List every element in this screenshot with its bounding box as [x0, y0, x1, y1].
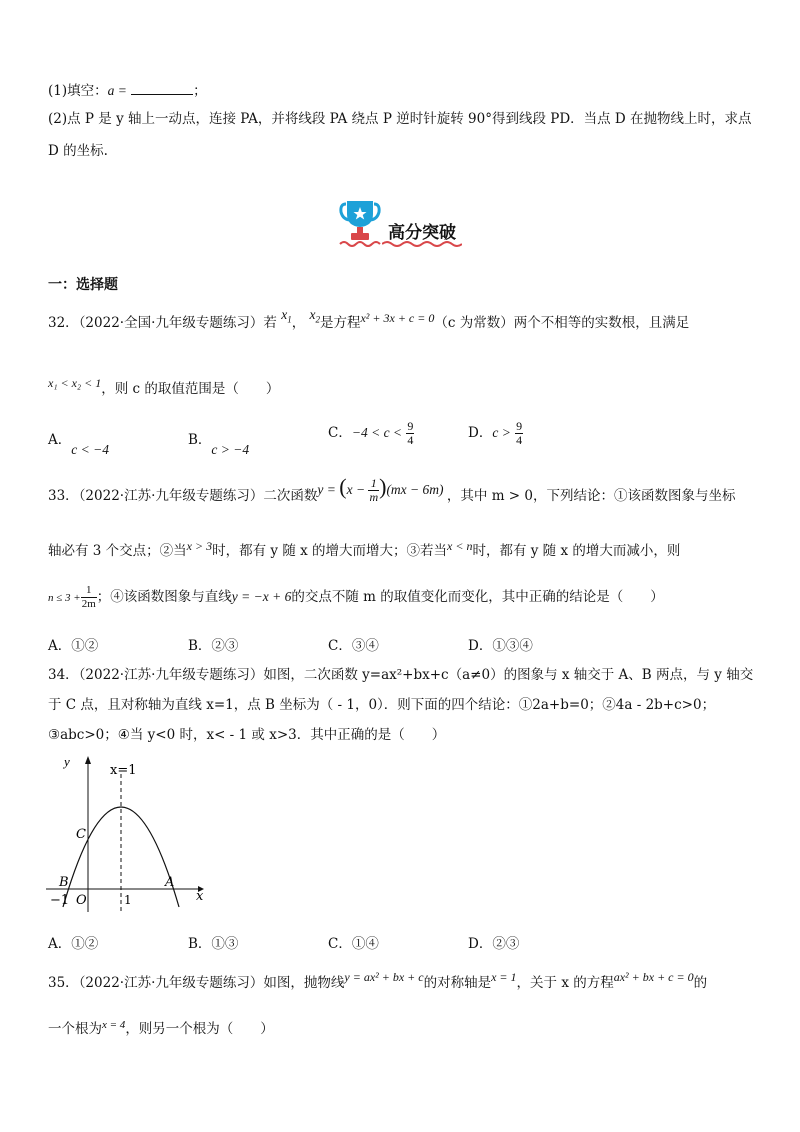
q33-func-paren: x − — [346, 482, 366, 497]
part2-line1: (2)点 P 是 y 轴上一动点，连接 PA，并将线段 PA 绕点 P 逆时针旋转 90°得到线段 PD．当点 D 在抛物线上时，求点 — [48, 111, 752, 127]
q33-option-a[interactable]: A．①② — [48, 638, 99, 654]
q32-option-d[interactable] — [468, 420, 523, 447]
q35-number: 35． — [48, 975, 79, 991]
q34-graph — [40, 752, 210, 914]
q32-option-b[interactable] — [188, 428, 250, 457]
q32-ask: ，则 c 的取值范围是（ ） — [101, 381, 280, 397]
point-c-label: C — [76, 827, 86, 842]
q32-number: 32． — [48, 315, 79, 331]
q32-option-c[interactable] — [328, 420, 414, 447]
q32-d-frac — [515, 420, 523, 447]
answer-blank[interactable] — [131, 82, 193, 95]
q32-c-num: 9 — [407, 419, 414, 433]
y-axis-label: y — [64, 754, 70, 769]
q32-condition: x₁ < x₂ < 1 — [48, 376, 102, 390]
q32-d-label: D． — [468, 425, 493, 441]
q35-axis: x = 1 — [491, 970, 517, 984]
q33-func-right: (mx − 6m) — [386, 482, 444, 497]
q33-line2 — [48, 540, 680, 562]
q35-line2a: 一个根为 — [48, 1021, 102, 1037]
q33-func-num: 1 — [368, 477, 379, 491]
q33-n-den: 2m — [81, 598, 96, 610]
q33-func-left: y = — [317, 482, 336, 497]
q34-line2: 于 C 点，且对称轴为直线 x=1，点 B 坐标为（ - 1，0）．则下面的四个结论：①2a+b=0；②4a - 2b+c>0； — [48, 697, 716, 713]
q33-line3 — [48, 584, 664, 611]
q32-line1 — [48, 307, 690, 339]
q34-option-b[interactable]: B．①③ — [188, 936, 239, 952]
q33-line2c: 时，都有 y 随 x 的增大而减小，则 — [472, 543, 681, 559]
part2-line2: D 的坐标. — [48, 143, 108, 159]
q32-c-label: C． — [328, 425, 352, 441]
q33-func-frac — [368, 477, 379, 504]
q33-conditions: ，其中 m > 0，下列结论：①该函数图象与坐标 — [446, 488, 736, 504]
badge-title: 高分突破 — [388, 223, 456, 243]
q35-tail: 的 — [693, 975, 708, 991]
q32-x2-sub: 2 — [315, 314, 320, 325]
q33-option-d[interactable]: D．①③④ — [468, 638, 533, 654]
q32-is-root: 是方程 — [319, 315, 361, 331]
section-badge — [338, 198, 463, 250]
q32-d-den: 4 — [516, 433, 523, 447]
q33-option-c[interactable]: C．③④ — [328, 638, 379, 654]
q35-source: （2022·江苏·九年级专题练习）如图，抛物线 — [78, 975, 345, 991]
q33-line-eq: y = −x + 6 — [231, 589, 292, 604]
q32-a-text: c < −4 — [71, 442, 109, 457]
a-equals: a = — [107, 83, 127, 98]
q34-option-d[interactable]: D．②③ — [468, 936, 520, 952]
origin-label: O — [76, 893, 87, 908]
q33-source: （2022·江苏·九年级专题练习）二次函数 — [78, 488, 318, 504]
point-b-label: B — [59, 875, 69, 890]
q32-line2 — [48, 378, 279, 400]
q32-equation: x² + 3x + c = 0 — [360, 311, 435, 325]
q32-d-num: 9 — [516, 419, 523, 433]
parabola-curve — [63, 807, 179, 907]
q33-line3b: 的交点不随 m 的取值变化而变化，其中正确的结论是（ ） — [291, 589, 664, 605]
q34-line3: ③abc>0；④当 y<0 时，x< - 1 或 x>3．其中正确的是（ ） — [48, 727, 446, 743]
semicolon: ； — [193, 83, 207, 99]
q33-func-den: m — [369, 490, 379, 505]
q32-x1-var: x — [281, 307, 288, 322]
q35-equation: ax² + bx + c = 0 — [613, 970, 694, 984]
fill-label: (1)填空： — [48, 83, 108, 99]
q32-comma: ， — [291, 315, 306, 331]
q34-line1 — [48, 664, 753, 686]
q35-mid: 的对称轴是 — [423, 975, 492, 991]
q34-number: 34． — [48, 667, 79, 683]
q32-x2 — [309, 307, 320, 325]
q33-paren-open: ( — [339, 474, 347, 499]
q35-mid2: ，关于 x 的方程 — [516, 975, 614, 991]
q33-line1 — [48, 474, 736, 510]
trophy-icon — [338, 198, 382, 248]
q33-n-le: n ≤ 3 + — [48, 592, 81, 604]
q34-option-a[interactable]: A．①② — [48, 936, 99, 952]
q33-option-b[interactable]: B．②③ — [188, 638, 239, 654]
q35-line2 — [48, 1018, 274, 1041]
q32-d-left: c > — [492, 425, 511, 440]
q32-b-label: B． — [188, 432, 212, 448]
q32-x2-var: x — [309, 307, 316, 322]
q32-a-label: A． — [48, 432, 72, 448]
point-a-label: A — [165, 875, 175, 890]
symmetry-label: x=1 — [110, 763, 137, 778]
q35-line2b: ，则另一个根为（ ） — [125, 1021, 274, 1037]
one-label: 1 — [124, 893, 132, 907]
q33-x-gt-3: x > 3 — [186, 539, 213, 553]
q32-c-den: 4 — [407, 433, 414, 447]
q34-option-c[interactable]: C．①④ — [328, 936, 379, 952]
q33-line2b: 时，都有 y 随 x 的增大而增大；③若当 — [212, 543, 448, 559]
q32-x1 — [281, 307, 292, 325]
q35-parabola: y = ax² + bx + c — [344, 970, 424, 984]
q33-x-lt-n: x < n — [447, 539, 473, 553]
q33-paren-close: ) — [379, 474, 387, 499]
q32-c-frac — [406, 420, 414, 447]
q33-function — [317, 474, 447, 505]
q34-line1-text: （2022·江苏·九年级专题练习）如图，二次函数 y=ax²+bx+c（a≠0）的图象与 x 轴交于 A、B 两点，与 y 轴交 — [78, 667, 754, 683]
q32-note: （c 为常数）两个不相等的实数根，且满足 — [434, 315, 690, 331]
x-axis-label: x — [196, 889, 204, 904]
q33-n-frac — [81, 584, 97, 611]
q35-line1 — [48, 972, 707, 994]
neg-one-label: −1 — [50, 893, 70, 908]
q32-option-a[interactable] — [48, 428, 109, 457]
q32-source: （2022·全国·九年级专题练习）若 — [78, 315, 277, 331]
fill-blank-line — [48, 80, 207, 102]
q33-line3-text: ；④该函数图象与直线 — [96, 589, 232, 605]
q32-c-left: −4 < c < — [351, 425, 403, 440]
section-title: 一：选择题 — [48, 277, 118, 293]
q33-n-num: 1 — [81, 584, 97, 598]
q33-number: 33． — [48, 488, 79, 504]
q35-root: x = 4 — [102, 1019, 126, 1031]
q33-line2-text: 轴必有 3 个交点；②当 — [48, 543, 187, 559]
y-axis-arrow — [85, 756, 91, 764]
q32-b-text: c > −4 — [211, 442, 250, 457]
q32-x1-sub: 1 — [287, 314, 292, 325]
